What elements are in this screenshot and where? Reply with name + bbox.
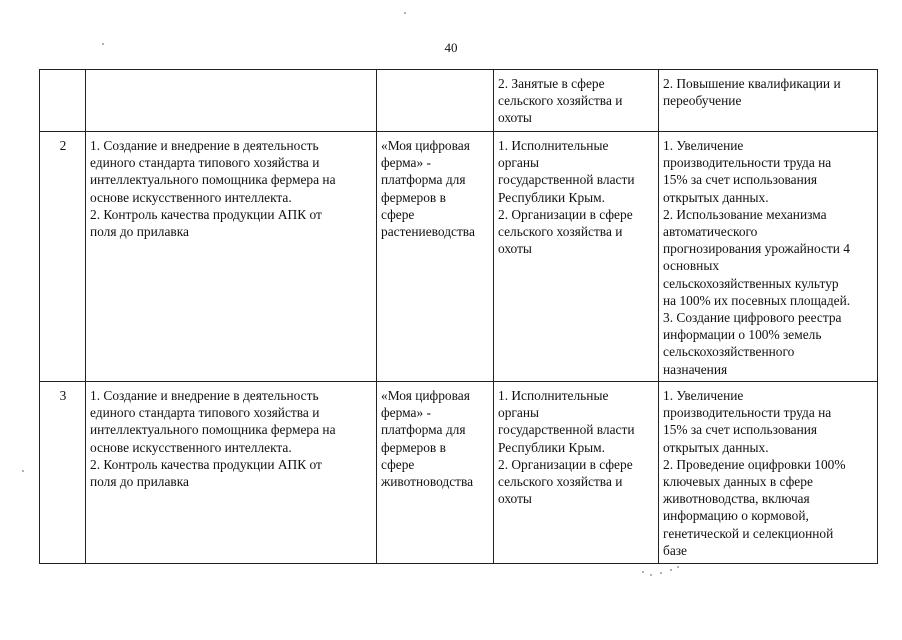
results-cell bbox=[659, 132, 878, 382]
results-line: генетической и селекционной bbox=[663, 525, 834, 541]
page-number: 40 bbox=[444, 40, 458, 55]
table-row bbox=[40, 70, 878, 132]
project-line: ферма» - bbox=[381, 155, 431, 171]
row-number-cell: 3 bbox=[40, 382, 86, 564]
table-row bbox=[40, 132, 878, 382]
results-line: сельскохозяйственных культур bbox=[663, 275, 839, 291]
project-line: платформа для bbox=[381, 422, 466, 438]
scan-speck bbox=[404, 12, 406, 14]
participants-cell bbox=[494, 382, 659, 564]
results-line: 2. Повышение квалификации и bbox=[663, 76, 841, 91]
project-line: фермеров в bbox=[381, 439, 446, 455]
results-line: ключевых данных в сфере bbox=[663, 474, 813, 490]
results-line: открытых данных. bbox=[663, 439, 769, 455]
tasks-line: интеллектуального помощника фермера на bbox=[90, 172, 336, 188]
scan-speck bbox=[642, 571, 644, 573]
tasks-cell bbox=[86, 70, 377, 132]
participants-line: органы bbox=[498, 155, 539, 171]
results-line: 15% за счет использования bbox=[663, 172, 818, 188]
results-line: сельскохозяйственного bbox=[663, 344, 795, 360]
scan-speck bbox=[650, 574, 652, 576]
project-cell bbox=[377, 132, 494, 382]
measures-table bbox=[39, 69, 878, 564]
participants-line: 2. Занятые в сфере bbox=[498, 76, 605, 91]
scan-speck bbox=[677, 566, 679, 568]
participants-line: сельского хозяйства и bbox=[498, 93, 623, 109]
tasks-line: поля до прилавка bbox=[90, 474, 189, 490]
results-line: животноводства, включая bbox=[663, 491, 810, 507]
participants-line: 1. Исполнительные bbox=[498, 138, 609, 153]
tasks-line: единого стандарта типового хозяйства и bbox=[90, 155, 320, 171]
results-line: автоматического bbox=[663, 224, 758, 240]
results-line: 1. Увеличение bbox=[663, 138, 744, 153]
results-line: открытых данных. bbox=[663, 189, 769, 205]
participants-line: охоты bbox=[498, 241, 532, 257]
project-line: «Моя цифровая bbox=[381, 138, 470, 153]
results-cell bbox=[659, 382, 878, 564]
results-line: 3. Создание цифрового реестра bbox=[663, 310, 842, 326]
participants-line: сельского хозяйства и bbox=[498, 224, 623, 240]
results-line: назначения bbox=[663, 361, 728, 377]
tasks-line: интеллектуального помощника фермера на bbox=[90, 422, 336, 438]
results-line: 1. Увеличение bbox=[663, 388, 744, 403]
participants-line: Республики Крым. bbox=[498, 189, 605, 205]
results-line: переобучение bbox=[663, 93, 742, 109]
tasks-line: единого стандарта типового хозяйства и bbox=[90, 405, 320, 421]
participants-line: государственной власти bbox=[498, 172, 635, 188]
project-line: растениеводства bbox=[381, 224, 475, 240]
tasks-line: основе искусственного интеллекта. bbox=[90, 439, 292, 455]
participants-line: органы bbox=[498, 405, 539, 421]
participants-cell bbox=[494, 132, 659, 382]
results-line: 15% за счет использования bbox=[663, 422, 818, 438]
tasks-line: поля до прилавка bbox=[90, 224, 189, 240]
participants-line: 1. Исполнительные bbox=[498, 388, 609, 403]
participants-line: 2. Организации в сфере bbox=[498, 456, 633, 472]
project-cell bbox=[377, 70, 494, 132]
project-line: «Моя цифровая bbox=[381, 388, 470, 403]
project-cell bbox=[377, 382, 494, 564]
project-line: ферма» - bbox=[381, 405, 431, 421]
table-row bbox=[40, 382, 878, 564]
project-line: сфере bbox=[381, 206, 415, 222]
participants-line: 2. Организации в сфере bbox=[498, 206, 633, 222]
tasks-line: 2. Контроль качества продукции АПК от bbox=[90, 456, 322, 472]
participants-line: охоты bbox=[498, 110, 532, 126]
participants-line: охоты bbox=[498, 491, 532, 507]
tasks-cell bbox=[86, 132, 377, 382]
row-number-cell bbox=[40, 70, 86, 132]
scan-speck bbox=[22, 470, 24, 472]
project-line: фермеров в bbox=[381, 189, 446, 205]
scan-speck bbox=[670, 569, 672, 571]
results-line: 2. Проведение оцифровки 100% bbox=[663, 456, 846, 472]
tasks-line: 1. Создание и внедрение в деятельность bbox=[90, 388, 319, 403]
results-line: прогнозирования урожайности 4 bbox=[663, 241, 850, 257]
results-line: основных bbox=[663, 258, 720, 274]
participants-cell bbox=[494, 70, 659, 132]
scan-speck bbox=[102, 43, 104, 45]
project-line: сфере bbox=[381, 456, 415, 472]
row-number-cell: 2 bbox=[40, 132, 86, 382]
participants-line: Республики Крым. bbox=[498, 439, 605, 455]
tasks-line: 2. Контроль качества продукции АПК от bbox=[90, 206, 322, 222]
tasks-cell bbox=[86, 382, 377, 564]
project-line: животноводства bbox=[381, 474, 474, 490]
results-line: информацию о кормовой, bbox=[663, 508, 809, 524]
results-cell bbox=[659, 70, 878, 132]
results-line: производительности труда на bbox=[663, 405, 832, 421]
scan-speck bbox=[660, 572, 662, 574]
tasks-line: 1. Создание и внедрение в деятельность bbox=[90, 138, 319, 153]
tasks-line: основе искусственного интеллекта. bbox=[90, 189, 292, 205]
participants-line: государственной власти bbox=[498, 422, 635, 438]
results-line: 2. Использование механизма bbox=[663, 206, 827, 222]
results-line: производительности труда на bbox=[663, 155, 832, 171]
results-line: информации о 100% земель bbox=[663, 327, 822, 343]
results-line: на 100% их посевных площадей. bbox=[663, 292, 851, 308]
participants-line: сельского хозяйства и bbox=[498, 474, 623, 490]
project-line: платформа для bbox=[381, 172, 466, 188]
results-line: базе bbox=[663, 542, 687, 558]
